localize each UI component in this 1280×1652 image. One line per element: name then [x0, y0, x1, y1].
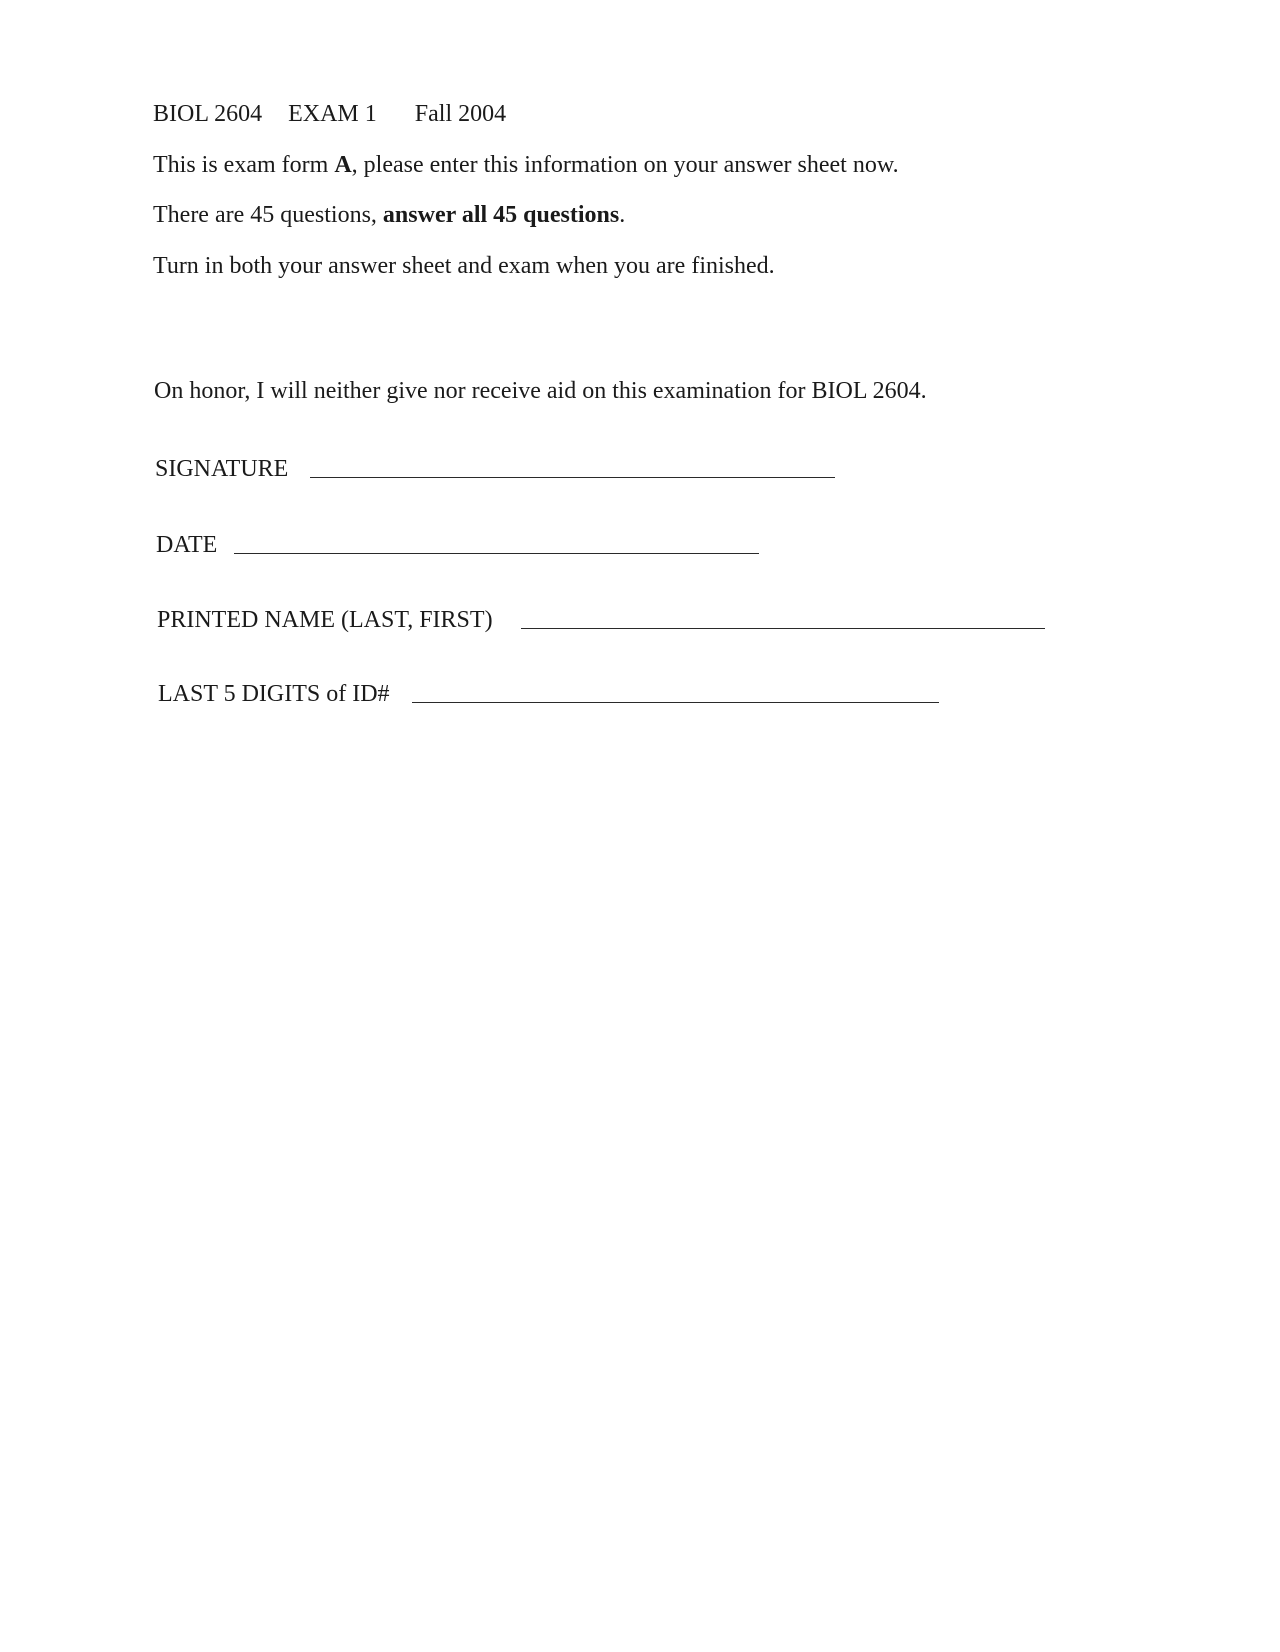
honor-pledge: On honor, I will neither give nor receive aid on this examination for BIOL 2604. — [154, 378, 927, 404]
signature-blank-line[interactable] — [310, 477, 835, 478]
exam-header — [153, 100, 506, 128]
printed-name-blank-line[interactable] — [521, 628, 1045, 629]
exam-form-instruction — [153, 151, 899, 179]
date-field — [156, 531, 217, 559]
date-label: DATE — [156, 532, 218, 558]
turn-in-instruction: Turn in both your answer sheet and exam when you are finished. — [153, 253, 775, 279]
form-suffix: , please enter this information on your answer sheet now. — [351, 152, 899, 178]
id-digits-field — [158, 680, 390, 708]
questions-bold: answer all 45 questions — [382, 202, 620, 228]
questions-prefix: There are 45 questions, — [153, 202, 383, 228]
exam-term: Fall 2004 — [414, 101, 507, 127]
form-prefix: This is exam form — [153, 152, 335, 178]
course-code: BIOL 2604 — [153, 101, 263, 127]
form-letter: A — [334, 152, 352, 178]
questions-suffix: . — [619, 202, 626, 228]
question-count-instruction — [153, 201, 625, 229]
signature-label: SIGNATURE — [155, 456, 289, 482]
printed-name-field — [157, 606, 493, 634]
id-digits-blank-line[interactable] — [412, 702, 939, 703]
id-digits-label: LAST 5 DIGITS of ID# — [158, 681, 390, 707]
printed-name-label: PRINTED NAME (LAST, FIRST) — [157, 607, 493, 633]
signature-field — [155, 455, 288, 483]
date-blank-line[interactable] — [234, 553, 759, 554]
exam-number: EXAM 1 — [288, 101, 377, 127]
